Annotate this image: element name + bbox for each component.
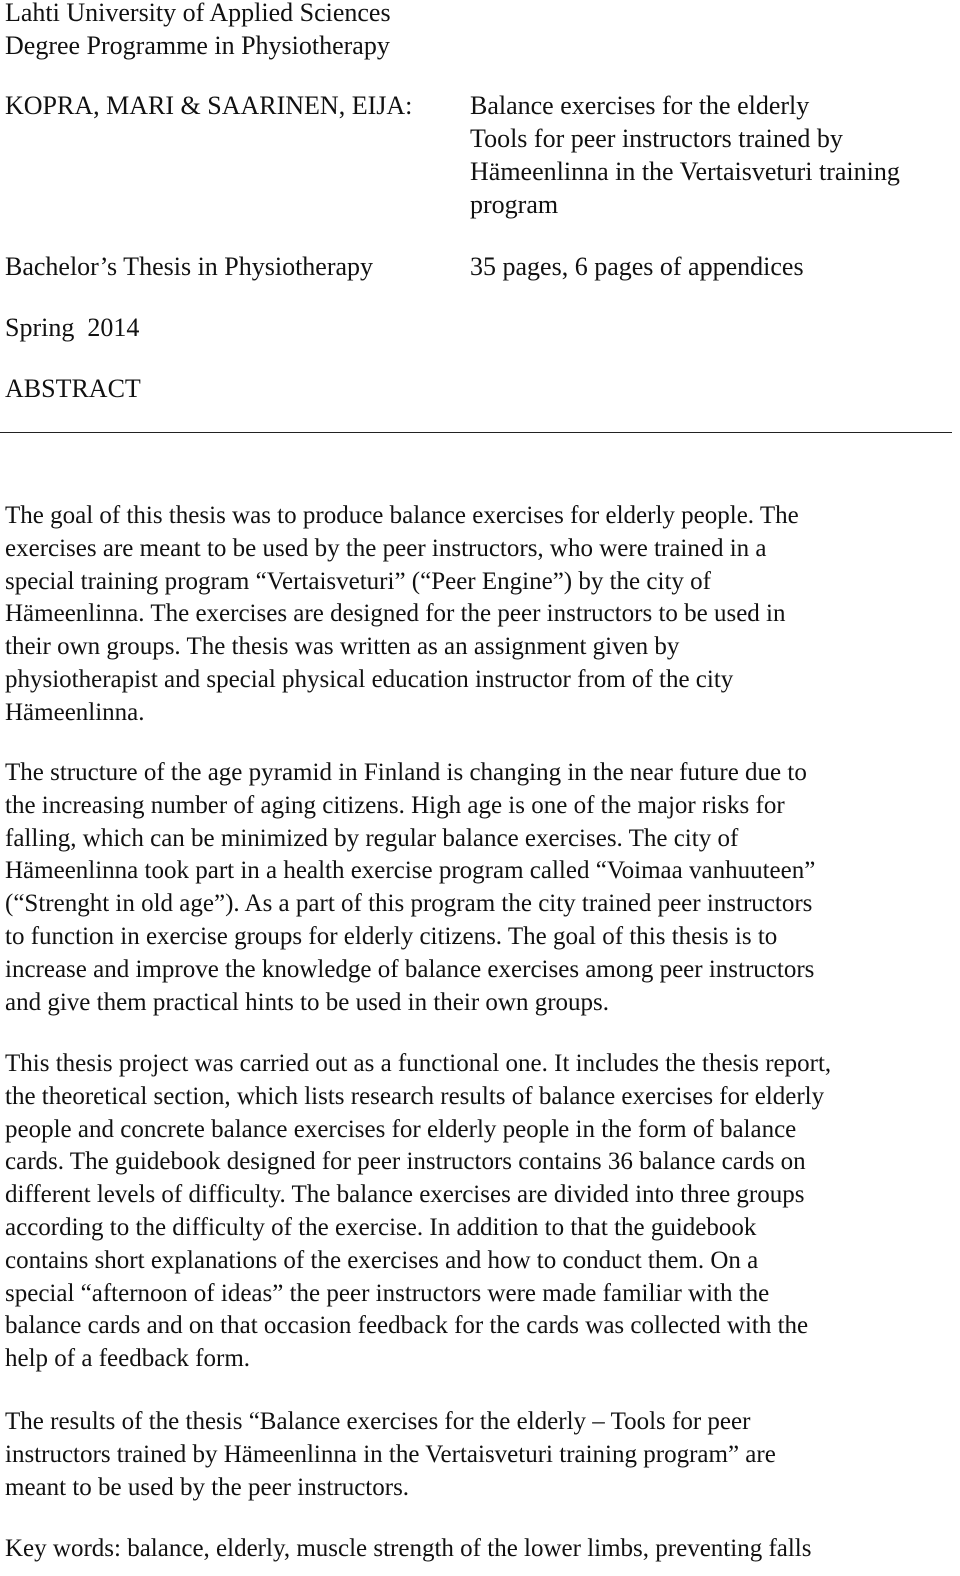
text-line: special training program “Vertaisveturi” (“Peer Engine”) by the city of — [5, 567, 711, 595]
text-line: their own groups. The thesis was written as an assignment given by — [5, 633, 680, 661]
term: Spring 2014 — [5, 313, 140, 342]
institution-name: Lahti University of Applied Sciences — [5, 0, 391, 27]
text-line: and give them practical hints to be used in their own groups. — [5, 988, 610, 1016]
text-line: Hämeenlinna. — [5, 698, 145, 726]
text-line: Hämeenlinna took part in a health exercise program called “Voimaa vanhuuteen” — [5, 857, 816, 885]
text-line: physiotherapist and special physical education instructor from of the city — [5, 665, 734, 693]
thesis-title-line: Balance exercises for the elderly — [470, 91, 810, 120]
header-divider — [0, 432, 952, 433]
text-line: increase and improve the knowledge of balance exercises among peer instructors — [5, 955, 815, 983]
text-line: This thesis project was carried out as a functional one. It includes the thesis report, — [5, 1050, 832, 1077]
text-line: people and concrete balance exercises for elderly people in the form of balance — [5, 1115, 797, 1143]
text-line: the increasing number of aging citizens. High age is one of the major risks for — [5, 791, 785, 819]
text-line: help of a feedback form. — [5, 1345, 251, 1373]
text-line: meant to be used by the peer instructors. — [5, 1473, 410, 1501]
text-line: balance cards and on that occasion feedback for the cards was collected with the — [5, 1312, 809, 1340]
text-line: special “afternoon of ideas” the peer instructors were made familiar with the — [5, 1279, 770, 1307]
text-line: The results of the thesis “Balance exercises for the elderly – Tools for peer — [5, 1408, 751, 1435]
text-line: falling, which can be minimized by regular balance exercises. The city of — [5, 824, 739, 852]
abstract-paragraph — [5, 1048, 955, 1376]
authors: KOPRA, MARI & SAARINEN, EIJA: — [5, 91, 413, 120]
text-line: according to the difficulty of the exercise. In addition to that the guidebook — [5, 1213, 757, 1241]
abstract-paragraph — [5, 1406, 955, 1504]
text-line: different levels of difficulty. The balance exercises are divided into three groups — [5, 1181, 805, 1209]
keywords-text: Key words: balance, elderly, muscle strength of the lower limbs, preventing falls — [5, 1535, 812, 1562]
abstract-paragraph — [5, 757, 955, 1019]
text-line: Hämeenlinna. The exercises are designed for the peer instructors to be used in — [5, 600, 786, 628]
text-line: The goal of this thesis was to produce balance exercises for elderly people. The — [5, 502, 799, 529]
keywords — [5, 1533, 955, 1566]
section-heading: ABSTRACT — [5, 374, 141, 403]
text-line: the theoretical section, which lists research results of balance exercises for elderly — [5, 1082, 825, 1110]
text-line: instructors trained by Hämeenlinna in the Vertaisveturi training program” are — [5, 1440, 776, 1468]
abstract-paragraph — [5, 500, 955, 730]
thesis-title-line: program — [470, 190, 559, 219]
text-line: cards. The guidebook designed for peer instructors contains 36 balance cards on — [5, 1148, 806, 1176]
text-line: exercises are meant to be used by the peer instructors, who were trained in a — [5, 534, 767, 562]
text-line: contains short explanations of the exercises and how to conduct them. On a — [5, 1246, 759, 1274]
thesis-type: Bachelor’s Thesis in Physiotherapy — [5, 252, 374, 281]
degree-programme: Degree Programme in Physiotherapy — [5, 31, 390, 60]
text-line: to function in exercise groups for elderly citizens. The goal of this thesis is to — [5, 922, 778, 950]
text-line: (“Strenght in old age”). As a part of this program the city trained peer instructors — [5, 890, 813, 918]
thesis-title-line: Hämeenlinna in the Vertaisveturi training — [470, 157, 900, 186]
page-count: 35 pages, 6 pages of appendices — [470, 252, 804, 281]
thesis-title-line: Tools for peer instructors trained by — [470, 124, 843, 153]
text-line: The structure of the age pyramid in Finland is changing in the near future due to — [5, 759, 807, 786]
